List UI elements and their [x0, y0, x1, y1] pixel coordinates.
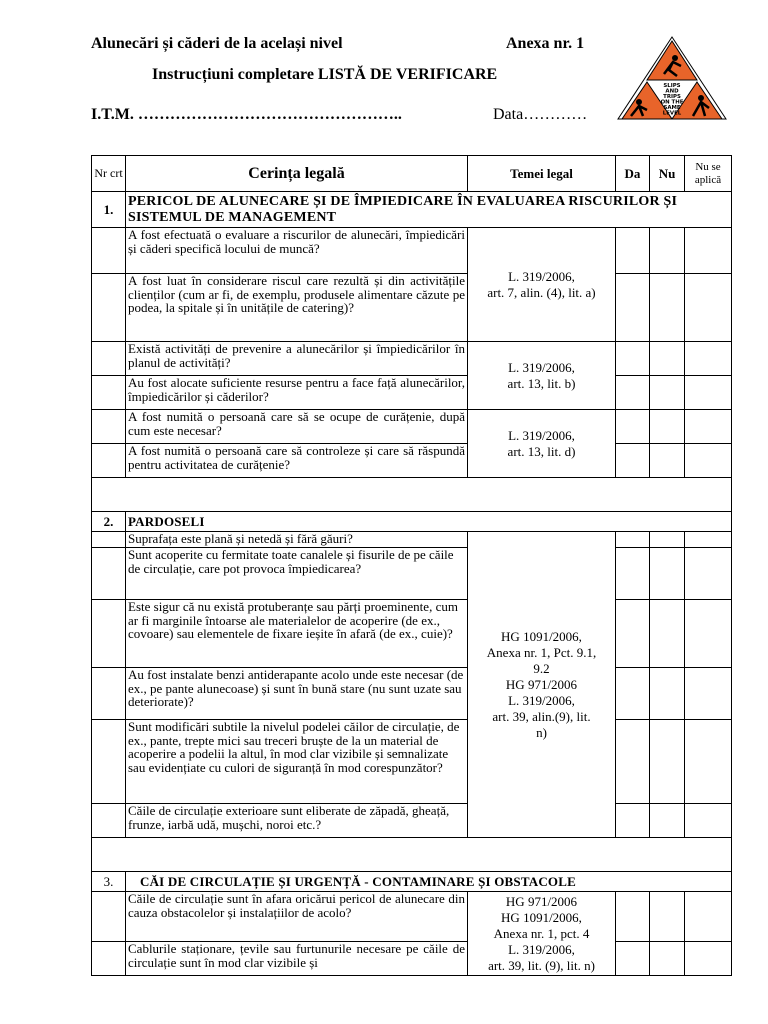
- checkbox-no[interactable]: [650, 410, 685, 444]
- svg-text:LEVEL: LEVEL: [662, 110, 682, 117]
- header-na: Nu se aplică: [685, 156, 732, 192]
- checkbox-yes[interactable]: [616, 804, 650, 838]
- requirement-text: Suprafața este plană și netedă și fără găuri?: [126, 532, 468, 548]
- legal-basis-cell: L. 319/2006, art. 13, lit. b): [468, 342, 616, 410]
- section-row: [92, 512, 732, 532]
- checkbox-no[interactable]: [650, 444, 685, 478]
- table-row: [92, 342, 732, 376]
- checkbox-na[interactable]: [685, 228, 732, 274]
- checkbox-na[interactable]: [685, 942, 732, 976]
- requirement-text: Există activități de prevenire a alunecărilor și împiedicărilor în planul de activități?: [126, 342, 468, 376]
- section-title: PARDOSELI: [126, 512, 732, 532]
- table-row: [92, 548, 732, 600]
- svg-text:SLIPS: SLIPS: [663, 83, 681, 89]
- requirement-text: A fost luat în considerare riscul care rezultă și din activitățile clienților (cum ar fi, de exemplu, produsele alimentare căzute pe podea, la spitale și în unitățile de catering)?: [126, 274, 468, 342]
- section-row: [92, 192, 732, 228]
- table-row: [92, 668, 732, 720]
- checkbox-no[interactable]: [650, 720, 685, 804]
- checkbox-yes[interactable]: [616, 274, 650, 342]
- checkbox-na[interactable]: [685, 804, 732, 838]
- checkbox-yes[interactable]: [616, 892, 650, 942]
- legal-basis-cell: L. 319/2006, art. 7, alin. (4), lit. a): [468, 228, 616, 342]
- checkbox-na[interactable]: [685, 410, 732, 444]
- requirement-text: A fost numită o persoană care să se ocupe de curățenie, după cum este necesar?: [126, 410, 468, 444]
- checkbox-no[interactable]: [650, 342, 685, 376]
- section-title: CĂI DE CIRCULAȚIE ȘI URGENȚĂ - CONTAMINARE ȘI OBSTACOLE: [126, 872, 732, 892]
- slip-trip-fall-warning-icon: [617, 36, 727, 120]
- table-row: [92, 228, 732, 274]
- checkbox-no[interactable]: [650, 892, 685, 942]
- table-row: [92, 720, 732, 804]
- header-nr: Nr crt: [92, 156, 126, 192]
- checkbox-na[interactable]: [685, 892, 732, 942]
- table-header-row: [92, 156, 732, 192]
- table-row: [92, 410, 732, 444]
- svg-text:AND: AND: [665, 88, 679, 95]
- svg-text:SAME: SAME: [663, 105, 681, 111]
- table-row: [92, 942, 732, 976]
- document-subtitle: Instrucțiuni completare LISTĂ DE VERIFICARE: [152, 66, 498, 83]
- checkbox-yes[interactable]: [616, 942, 650, 976]
- checkbox-na[interactable]: [685, 600, 732, 668]
- header-yes: Da: [616, 156, 650, 192]
- requirement-text: Cablurile staționare, țevile sau furtunurile necesare pe căile de circulație sunt în mod clar vizibile și: [126, 942, 468, 976]
- checkbox-yes[interactable]: [616, 668, 650, 720]
- checkbox-yes[interactable]: [616, 532, 650, 548]
- date-field: Data…………: [493, 106, 588, 123]
- checkbox-no[interactable]: [650, 804, 685, 838]
- section-number: 2.: [92, 512, 126, 532]
- checkbox-yes[interactable]: [616, 600, 650, 668]
- checkbox-na[interactable]: [685, 376, 732, 410]
- requirement-text: A fost numită o persoană care să controleze și care să răspundă pentru activitatea de curățenie?: [126, 444, 468, 478]
- annex-label: Anexa nr. 1: [506, 35, 585, 52]
- checkbox-no[interactable]: [650, 600, 685, 668]
- logo-top-triangle: [647, 41, 697, 80]
- checkbox-yes[interactable]: [616, 548, 650, 600]
- checkbox-yes[interactable]: [616, 410, 650, 444]
- section-number: 1.: [92, 192, 126, 228]
- checkbox-no[interactable]: [650, 376, 685, 410]
- requirement-text: Sunt modificări subtile la nivelul podelei căilor de circulație, de ex., pante, trepte mici sau treceri bruște de la un material de acoperire a podelii la altul, în mod clar vizibile și semnalizate sau evidențiate cu culori de siguranță în mod corespunzător?: [126, 720, 468, 804]
- header-legal-basis: Temei legal: [468, 156, 616, 192]
- checkbox-na[interactable]: [685, 668, 732, 720]
- checkbox-na[interactable]: [685, 548, 732, 600]
- checkbox-na[interactable]: [685, 532, 732, 548]
- table-row: [92, 600, 732, 668]
- section-title: PERICOL DE ALUNECARE ȘI DE ÎMPIEDICARE ÎN EVALUAREA RISCURILOR ȘI SISTEMUL DE MANAGEMENT: [126, 192, 732, 228]
- spacer-row: [92, 838, 732, 872]
- checkbox-yes[interactable]: [616, 342, 650, 376]
- legal-basis-cell: HG 971/2006 HG 1091/2006, Anexa nr. 1, pct. 4 L. 319/2006, art. 39, lit. (9), lit. n): [468, 892, 616, 976]
- spacer-row: [92, 478, 732, 512]
- itm-field: I.T.M. …………………………………………..: [91, 106, 402, 123]
- checkbox-na[interactable]: [685, 274, 732, 342]
- checkbox-na[interactable]: [685, 342, 732, 376]
- header-requirement: Cerința legală: [126, 156, 468, 192]
- checkbox-na[interactable]: [685, 720, 732, 804]
- checkbox-yes[interactable]: [616, 720, 650, 804]
- checkbox-no[interactable]: [650, 532, 685, 548]
- table-row: [92, 274, 732, 342]
- legal-basis-cell: L. 319/2006, art. 13, lit. d): [468, 410, 616, 478]
- requirement-text: Au fost instalate benzi antiderapante acolo unde este necesar (de ex., pe pante alunecoase) și sunt în bună stare (nu sunt uzate sau deteriorate)?: [126, 668, 468, 720]
- table-row: [92, 892, 732, 942]
- checklist-table: [91, 155, 732, 976]
- requirement-text: Este sigur că nu există protuberanțe sau părți proeminente, cum ar fi marginile întoarse ale materialelor de acoperire (de ex., covoare) sau elementele de fixare ieșite în afară (de ex., cuie)?: [126, 600, 468, 668]
- checkbox-yes[interactable]: [616, 444, 650, 478]
- checkbox-no[interactable]: [650, 668, 685, 720]
- table-row: [92, 444, 732, 478]
- requirement-text: A fost efectuată o evaluare a riscurilor de alunecări, împiedicări și căderi specifică locului de muncă?: [126, 228, 468, 274]
- requirement-text: Căile de circulație exterioare sunt eliberate de zăpadă, gheață, frunze, iarbă udă, mușchi, noroi etc.?: [126, 804, 468, 838]
- requirement-text: Sunt acoperite cu fermitate toate canalele și fisurile de pe căile de circulație, care pot provoca împiedicarea?: [126, 548, 468, 600]
- requirement-text: Căile de circulație sunt în afara oricărui pericol de alunecare din cauza obstacolelor și instalațiilor de acolo?: [126, 892, 468, 942]
- checkbox-no[interactable]: [650, 274, 685, 342]
- legal-basis-cell: HG 1091/2006, Anexa nr. 1, Pct. 9.1, 9.2 HG 971/2006 L. 319/2006, art. 39, alin.(9), lit. n): [468, 532, 616, 838]
- document-topic: Alunecări și căderi de la același nivel: [91, 35, 343, 52]
- section-row: [92, 872, 732, 892]
- logo-text: [661, 83, 684, 117]
- svg-text:TRIPS: TRIPS: [663, 94, 681, 100]
- checkbox-no[interactable]: [650, 548, 685, 600]
- checkbox-yes[interactable]: [616, 376, 650, 410]
- header-no: Nu: [650, 156, 685, 192]
- requirement-text: Au fost alocate suficiente resurse pentru a face față alunecărilor, împiedicărilor și căderilor?: [126, 376, 468, 410]
- checkbox-na[interactable]: [685, 444, 732, 478]
- checkbox-no[interactable]: [650, 228, 685, 274]
- checkbox-yes[interactable]: [616, 228, 650, 274]
- section-number: 3.: [92, 872, 126, 892]
- table-row: [92, 532, 732, 548]
- table-row: [92, 804, 732, 838]
- checkbox-no[interactable]: [650, 942, 685, 976]
- table-row: [92, 376, 732, 410]
- svg-text:ON THE: ON THE: [660, 99, 684, 106]
